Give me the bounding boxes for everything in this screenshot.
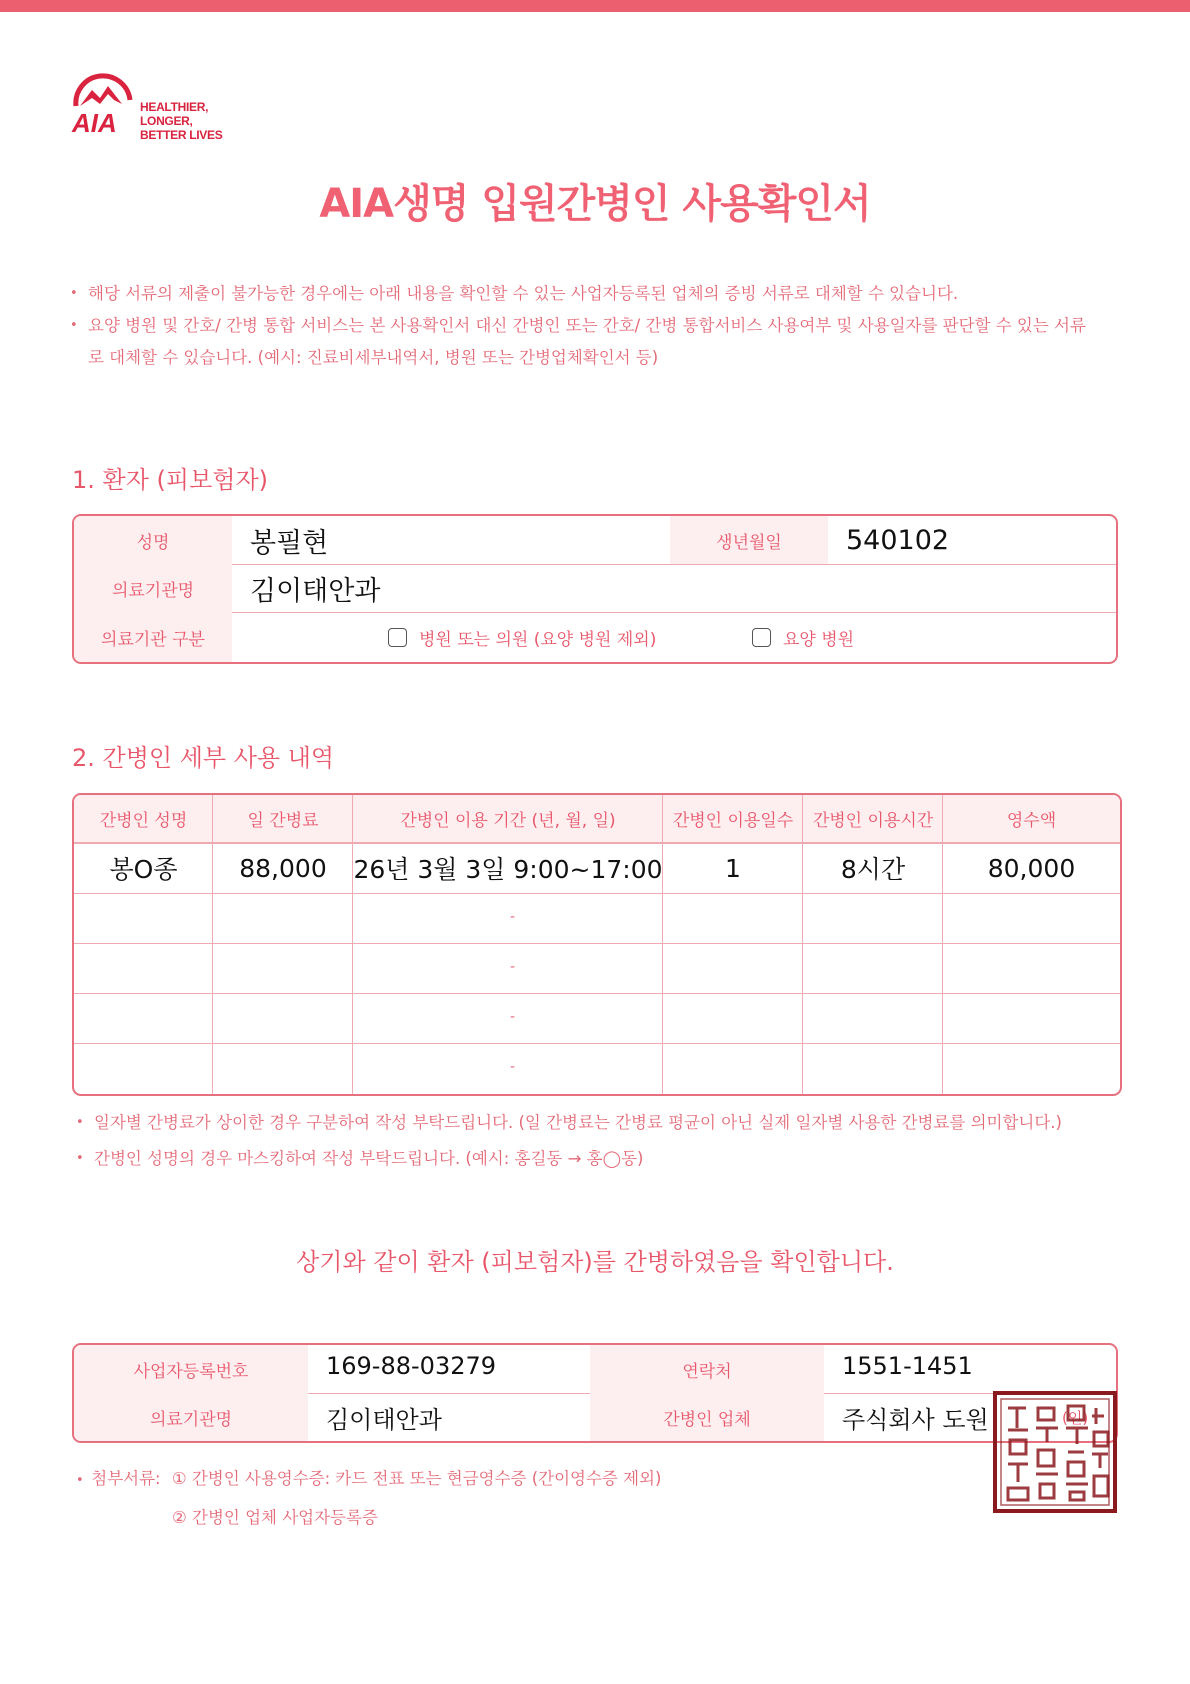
row-divider <box>74 993 1120 994</box>
page-title: AIA생명 입원간병인 사용확인서 <box>319 181 871 227</box>
details-notes <box>76 1105 1126 1177</box>
empty-period-dash: - <box>510 1009 516 1025</box>
details-note: • 일자별 간병료가 상이한 경우 구분하여 작성 부탁드립니다. (일 간병료는 간병료 평균이 아닌 실제 일자별 사용한 간병료를 의미합니다.) <box>76 1105 1126 1141</box>
column-divider <box>803 795 943 1094</box>
cell-period[interactable]: 26년 3월 3일 9:00~17:00 <box>353 855 663 884</box>
type-option-hospital[interactable] <box>388 612 656 662</box>
business-hospital-label: 의료기관명 <box>74 1393 308 1441</box>
reg-number-value[interactable]: 169-88-03279 <box>326 1352 497 1380</box>
empty-period-dash: - <box>510 1059 516 1075</box>
seal-mark: (인) <box>1062 1408 1089 1427</box>
type-label: 의료기관 구분 <box>74 612 232 662</box>
type-option-nursing[interactable] <box>752 612 854 662</box>
patient-table <box>72 514 1118 664</box>
column-divider <box>74 795 213 1094</box>
intro-notes <box>70 278 1120 374</box>
reg-number-label: 사업자등록번호 <box>74 1345 308 1393</box>
empty-period-dash: - <box>510 959 516 975</box>
contact-value[interactable]: 1551-1451 <box>842 1352 973 1380</box>
company-label: 간병인 업체 <box>590 1393 824 1441</box>
tagline-line1: HEALTHIER, LONGER, <box>140 100 209 128</box>
caregiver-details-table <box>72 793 1122 1096</box>
aia-logo-icon <box>70 70 136 136</box>
logo-brand: AIA <box>72 108 117 136</box>
details-note: • 간병인 성명의 경우 마스킹하여 작성 부탁드립니다. (예시: 홍길동 → 홍◯동) <box>76 1141 1126 1177</box>
column-divider <box>353 795 663 1094</box>
section-details-title: 2. 간병인 세부 사용 내역 <box>72 744 335 772</box>
intro-note: • 요양 병원 및 간호/ 간병 통합 서비스는 본 사용확인서 대신 간병인 또는 간호/ 간병 통합서비스 사용여부 및 사용일자를 판단할 수 있는 서류로 대체할 수 있습니다. (예시: 진료비세부내역서, 병원 또는 간병업체확인서 등) <box>70 310 1120 374</box>
column-divider <box>213 795 353 1094</box>
hospital-value[interactable]: 김이태안과 <box>250 575 381 607</box>
business-row-1 <box>74 1345 1116 1394</box>
attachment-line-2 <box>76 1499 661 1536</box>
tagline-line2: BETTER LIVES <box>140 128 223 142</box>
logo-tagline <box>140 100 260 142</box>
name-label: 성명 <box>74 516 232 564</box>
cell-amount[interactable]: 80,000 <box>987 853 1076 883</box>
patient-row-type <box>74 612 1116 662</box>
attachment-line-1 <box>76 1460 661 1499</box>
header-amount: 영수액 <box>943 795 1120 843</box>
row-divider <box>74 1043 1120 1044</box>
section-patient-title: 1. 환자 (피보험자) <box>72 466 268 494</box>
attachment-item-2: ② 간병인 업체 사업자등록증 <box>172 1508 378 1527</box>
hospital-label: 의료기관명 <box>74 564 232 612</box>
birth-label: 생년월일 <box>670 516 828 564</box>
checkbox-hospital[interactable] <box>388 628 407 647</box>
bullet-icon: • <box>76 1473 84 1488</box>
header-hours: 간병인 이용시간 <box>803 795 943 843</box>
aia-logo <box>70 70 260 140</box>
column-divider <box>663 795 803 1094</box>
cell-hours[interactable]: 8시간 <box>840 855 906 884</box>
attachments-label: 첨부서류: <box>91 1469 161 1488</box>
row-divider <box>74 893 1120 894</box>
name-value[interactable]: 봉필현 <box>250 527 329 559</box>
birth-value[interactable]: 540102 <box>846 524 950 556</box>
empty-period-dash: - <box>510 909 516 925</box>
confirmation-text: 상기와 같이 환자 (피보험자)를 간병하였음을 확인합니다. <box>296 1248 894 1276</box>
business-hospital-value[interactable]: 김이태안과 <box>326 1405 442 1434</box>
type-option-nursing-label: 요양 병원 <box>783 629 855 650</box>
top-accent-bar <box>0 0 1190 12</box>
header-days: 간병인 이용일수 <box>663 795 803 843</box>
type-option-hospital-label: 병원 또는 의원 (요양 병원 제외) <box>419 629 657 650</box>
header-daily-fee: 일 간병료 <box>213 795 353 843</box>
contact-label: 연락처 <box>590 1345 824 1393</box>
attachments <box>76 1460 661 1536</box>
company-seal-stamp <box>992 1390 1118 1514</box>
patient-row-hospital <box>74 564 1116 613</box>
intro-note: • 해당 서류의 제출이 불가능한 경우에는 아래 내용을 확인할 수 있는 사업자등록된 업체의 증빙 서류로 대체할 수 있습니다. <box>70 278 1120 310</box>
business-row-2 <box>74 1393 1116 1441</box>
attachment-item-1: ① 간병인 사용영수증: 카드 전표 또는 현금영수증 (간이영수증 제외) <box>171 1469 662 1488</box>
cell-days[interactable]: 1 <box>725 853 741 883</box>
row-divider <box>74 943 1120 944</box>
cell-caregiver-name[interactable]: 봉O종 <box>109 855 178 884</box>
checkbox-nursing[interactable] <box>752 628 771 647</box>
cell-daily-fee[interactable]: 88,000 <box>239 853 327 883</box>
patient-row-name <box>74 516 1116 565</box>
company-value[interactable]: 주식회사 도원 <box>842 1405 989 1434</box>
header-period: 간병인 이용 기간 (년, 월, 일) <box>353 795 663 843</box>
header-caregiver-name: 간병인 성명 <box>74 795 213 843</box>
business-table <box>72 1343 1118 1443</box>
